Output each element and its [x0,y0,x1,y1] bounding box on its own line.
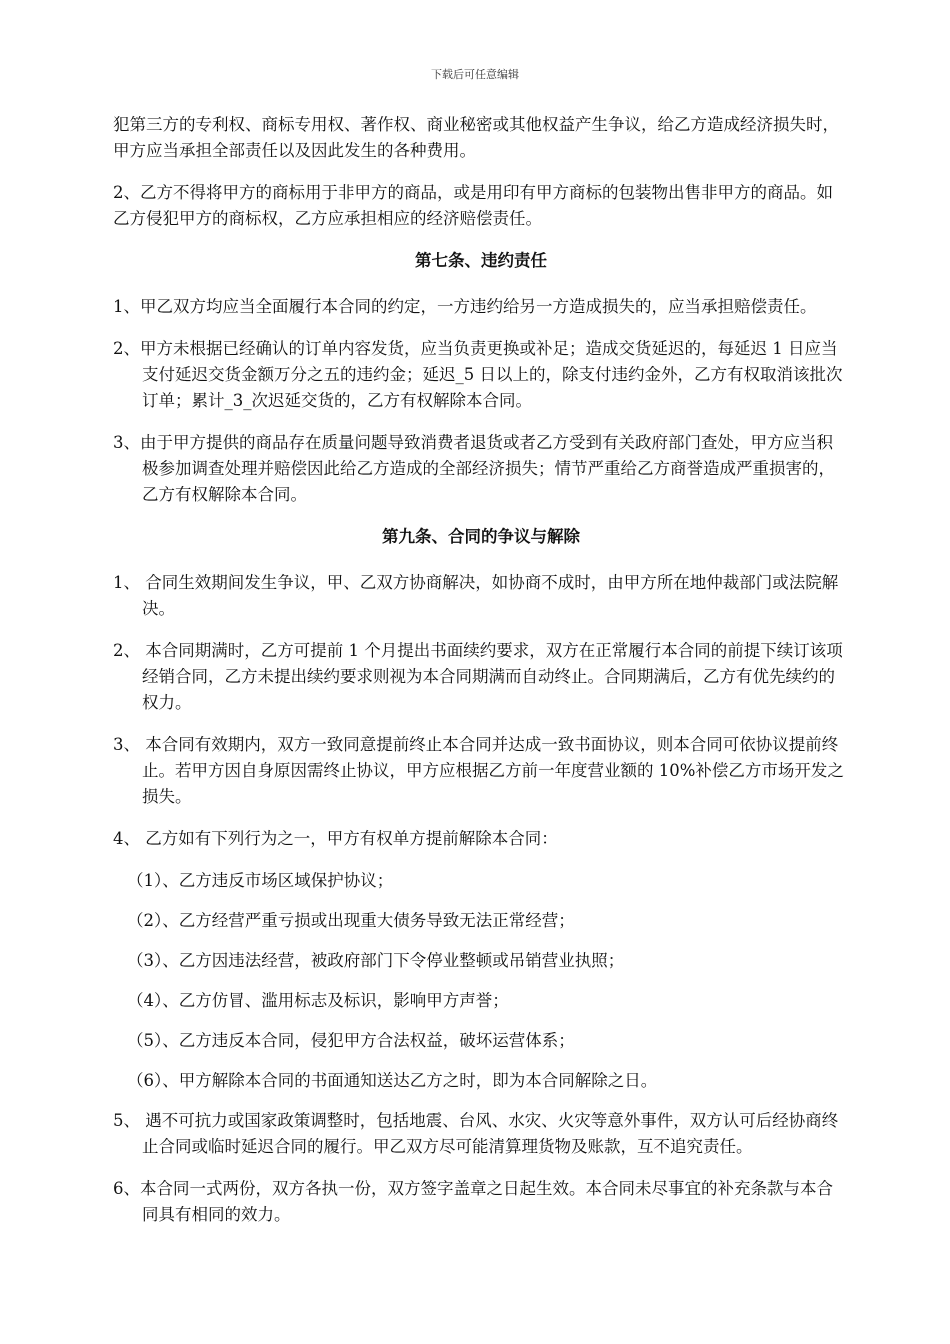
section9-item-3: 3、 本合同有效期内，双方一致同意提前终止本合同并达成一致书面协议，则本合同可依协议提前终止。若甲方因自身原因需终止协议，甲方应根据乙方前一年度营业额的 10%补偿乙方市场开发之损失。 [113,735,844,806]
section9-subitem-6: （6）、甲方解除本合同的书面通知送达乙方之时，即为本合同解除之日。 [127,1071,658,1090]
intro-paragraph-2: 2、乙方不得将甲方的商标用于非甲方的商品，或是用印有甲方商标的包装物出售非甲方的商品。如乙方侵犯甲方的商标权，乙方应承担相应的经济赔偿责任。 [113,183,833,228]
section7-title: 第七条、违约责任 [415,251,547,270]
header-note: 下载后可任意编辑 [431,68,519,81]
section9-subitem-3: （3）、乙方因违法经营，被政府部门下令停业整顿或吊销营业执照； [127,951,625,970]
section9-item-5: 5、 遇不可抗力或国家政策调整时，包括地震、台风、水灾、火灾等意外事件，双方认可后经协商终止合同或临时延迟合同的履行。甲乙双方尽可能清算理货物及账款，互不追究责任。 [113,1111,839,1156]
section9-item-4: 4、 乙方如有下列行为之一，甲方有权单方提前解除本合同： [113,829,558,848]
intro-paragraph-1: 犯第三方的专利权、商标专用权、著作权、商业秘密或其他权益产生争议，给乙方造成经济损失时，甲方应当承担全部责任以及因此发生的各种费用。 [113,115,839,160]
section9-subitem-1: （1）、乙方违反市场区域保护协议； [127,871,394,890]
section9-subitem-4: （4）、乙方仿冒、滥用标志及标识，影响甲方声誉； [127,991,509,1010]
document-body [113,112,849,1244]
section9-subitem-5: （5）、乙方违反本合同，侵犯甲方合法权益，破坏运营体系； [127,1031,575,1050]
section9-title: 第九条、合同的争议与解除 [382,527,580,546]
section7-item-1: 1、甲乙双方均应当全面履行本合同的约定，一方违约给另一方造成损失的，应当承担赔偿责任。 [113,297,817,316]
section9-subitem-2: （2）、乙方经营严重亏损或出现重大债务导致无法正常经营； [127,911,575,930]
section7-item-2: 2、甲方未根据已经确认的订单内容发货，应当负责更换或补足；造成交货延迟的，每延迟 1 日应当支付延迟交货金额万分之五的违约金；延迟_5 日以上的，除支付违约金外，乙方有权取消该批次订单；累计_3_次迟延交货的，乙方有权解除本合同。 [113,339,843,410]
section9-item-6: 6、本合同一式两份，双方各执一份，双方签字盖章之日起生效。本合同未尽事宜的补充条款与本合同具有相同的效力。 [113,1179,833,1224]
section7-item-3: 3、由于甲方提供的商品存在质量问题导致消费者退货或者乙方受到有关政府部门查处，甲方应当积极参加调查处理并赔偿因此给乙方造成的全部经济损失；情节严重给乙方商誉造成严重损害的，乙方有权解除本合同。 [113,433,835,504]
section9-item-1: 1、 合同生效期间发生争议，甲、乙双方协商解决，如协商不成时，由甲方所在地仲裁部门或法院解决。 [113,573,839,618]
section9-item-2: 2、 本合同期满时，乙方可提前 1 个月提出书面续约要求，双方在正常履行本合同的前提下续订该项经销合同，乙方未提出续约要求则视为本合同期满而自动终止。合同期满后，乙方有优先续约的权力。 [113,641,843,712]
